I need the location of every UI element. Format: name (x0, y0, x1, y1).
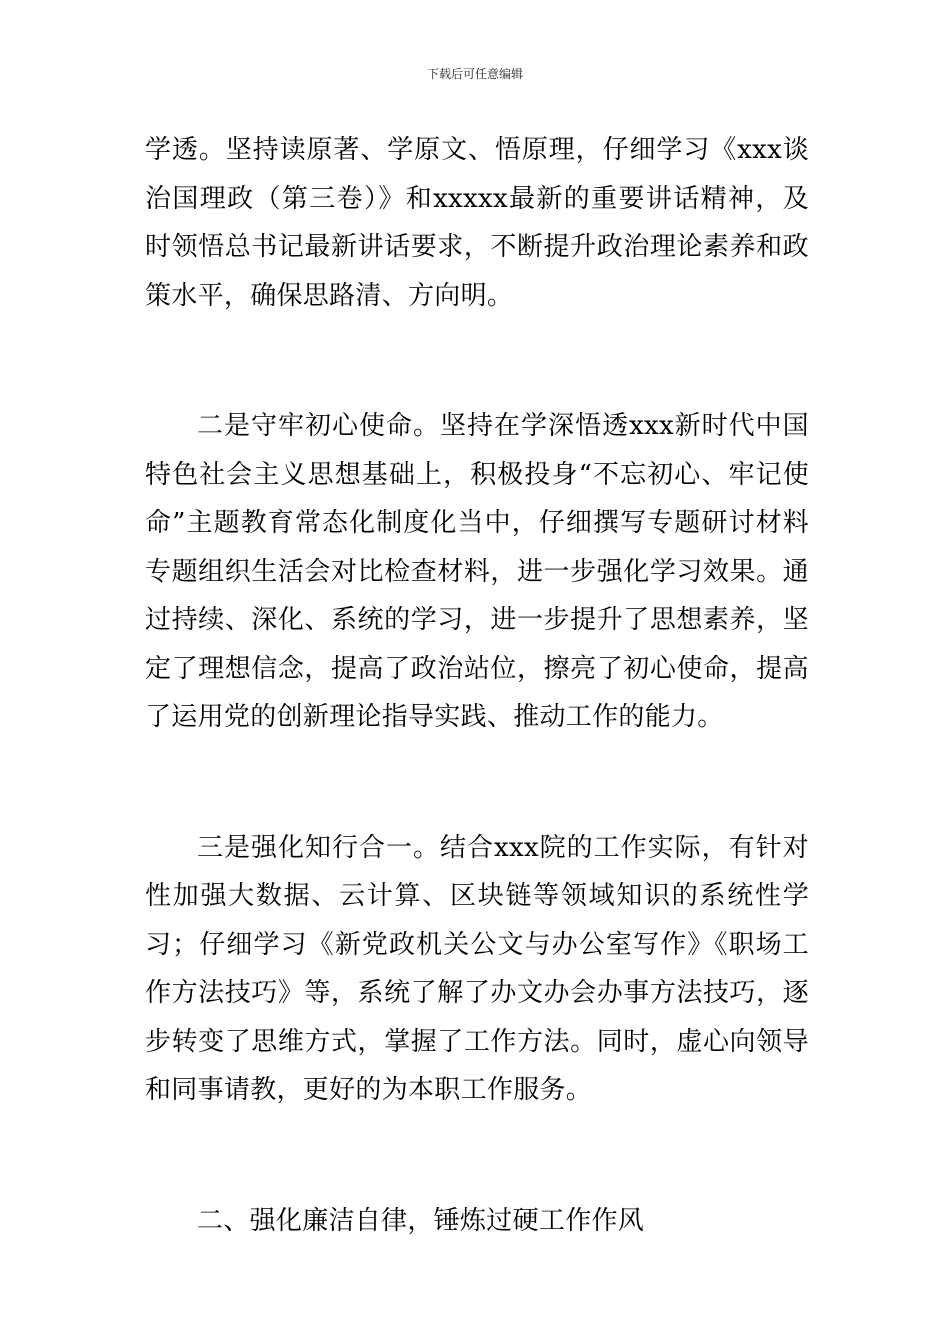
paragraph-gap (145, 320, 809, 402)
document-body (145, 126, 809, 1245)
paragraph-knowledge-action: 三是强化知行合一。结合xxx院的工作实际，有针对性加强大数据、云计算、区块链等领域知识的系统性学习；仔细学习《新党政机关公文与办公室写作》《职场工作方法技巧》等，系统了解了办文办会办事方法技巧，逐步转变了思维方式，掌握了工作方法。同时，虚心向领导和同事请教，更好的为本职工作服务。 (145, 832, 809, 1105)
page-header-note: 下载后可任意编辑 (426, 67, 523, 81)
paragraph-initial-mission: 二是守牢初心使命。坚持在学深悟透xxx新时代中国特色社会主义思想基础上，积极投身“不忘初心、牢记使命”主题教育常态化制度化当中，仔细撰写专题研讨材料专题组织生活会对比检查材料，进一步强化学习效果。通过持续、深化、系统的学习，进一步提升了思想素养，坚定了理想信念，提高了政治站位，擦亮了初心使命，提高了运用党的创新理论指导实践、推动工作的能力。 (145, 411, 809, 732)
paragraph-continuation: 学透。坚持读原著、学原文、悟原理，仔细学习《xxx谈治国理政（第三卷）》和xxxxx最新的重要讲话精神，及时领悟总书记最新讲话要求，不断提升政治理论素养和政策水平，确保思路清、方向明。 (145, 135, 809, 311)
section-heading: 二、强化廉洁自律，锤炼过硬工作作风 (197, 1205, 645, 1236)
paragraph-gap (145, 1115, 809, 1197)
paragraph-gap (145, 742, 809, 824)
